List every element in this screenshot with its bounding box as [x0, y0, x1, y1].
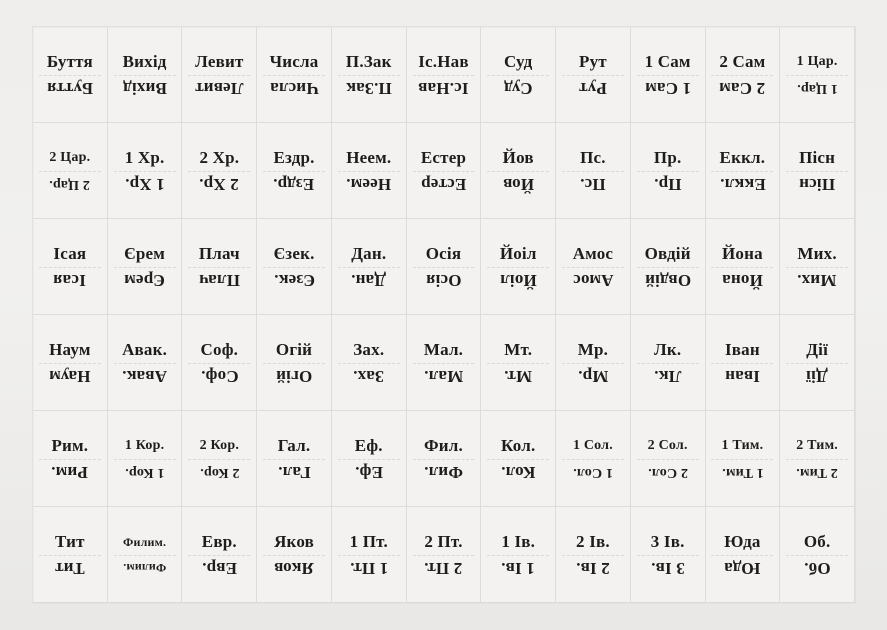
book-tab-label-inverted: Йона [721, 270, 763, 290]
book-tab-label-inverted: Левит [195, 78, 244, 98]
book-tab-label-inverted: 2 Цар. [49, 176, 91, 192]
book-tab [108, 219, 183, 315]
book-tab-label: Буття [46, 51, 93, 71]
book-tab-label: Авак. [122, 339, 168, 359]
book-tab-label-inverted: 2 Ів. [576, 558, 610, 578]
book-tab-label: Естер [420, 147, 467, 167]
book-tab-label-inverted: Фил. [424, 462, 463, 482]
book-tab [182, 315, 257, 411]
book-tab [108, 315, 183, 411]
book-tab-label: 3 Ів. [650, 531, 685, 551]
book-tab [108, 27, 183, 123]
book-tab-label-inverted: Естер [420, 174, 467, 194]
book-tab-label: Пісн [799, 147, 836, 167]
book-tab-label-inverted: Йов [502, 174, 534, 194]
book-tab-label: Осія [425, 243, 462, 263]
book-tab-label: Огій [275, 339, 313, 359]
book-tab [257, 27, 332, 123]
book-tab-label-inverted: Іс.Нав [418, 78, 469, 98]
book-tab [33, 27, 108, 123]
book-tab-label: 1 Сол. [572, 437, 613, 453]
book-tab-label-inverted: Йоіл [499, 270, 537, 290]
book-tab [556, 27, 631, 123]
book-tab [706, 123, 781, 219]
book-tab-label-inverted: 1 Пт. [349, 558, 388, 578]
book-tab-label-inverted: 2 Сол. [647, 464, 688, 480]
book-tab-label: Левит [195, 51, 244, 71]
book-tab-label-inverted: Кол. [501, 462, 536, 482]
book-tab [407, 411, 482, 507]
book-tab [481, 315, 556, 411]
book-tab-label-inverted: 1 Хр. [124, 174, 165, 194]
book-tab [780, 219, 855, 315]
book-tab-label-inverted: Гал. [277, 462, 311, 482]
book-tab-label: 2 Ів. [576, 531, 610, 551]
book-tab-label-inverted: 1 Кор. [124, 464, 165, 480]
book-tab-label-inverted: Суд [503, 78, 533, 98]
book-tab-label: 1 Кор. [124, 437, 165, 453]
book-tab-label: Соф. [200, 339, 239, 359]
book-tab-label: Еф. [354, 435, 383, 455]
book-tab-label-inverted: 2 Кор. [199, 464, 240, 480]
book-tab [556, 315, 631, 411]
book-tab-label: П.Зак [345, 51, 392, 71]
book-tab [556, 411, 631, 507]
book-tab-label: 1 Сам [644, 51, 691, 71]
book-tab-label-inverted: Лк. [654, 366, 682, 386]
book-tab-label: Йоіл [499, 243, 537, 263]
book-tab-label: 2 Хр. [199, 147, 240, 167]
book-tab-label-inverted: Мих. [797, 270, 837, 290]
book-tab [481, 411, 556, 507]
book-tab-label-inverted: Наум [49, 366, 91, 386]
book-tab-label: 2 Цар. [49, 149, 91, 165]
book-tab [481, 507, 556, 603]
book-tab [332, 315, 407, 411]
book-tab [631, 507, 706, 603]
book-tab [257, 411, 332, 507]
book-tab-label: Рим. [51, 435, 89, 455]
book-tab-label-inverted: 1 Цар. [796, 80, 838, 96]
book-tab [481, 27, 556, 123]
book-tab-label: Яков [274, 531, 314, 551]
book-tab [257, 507, 332, 603]
book-tab [631, 27, 706, 123]
book-tab-label-inverted: 1 Тим. [721, 464, 764, 480]
book-tab [481, 123, 556, 219]
book-tab [407, 123, 482, 219]
book-tab [108, 123, 183, 219]
book-tab-label-inverted: П.Зак [345, 78, 392, 98]
book-tab [182, 123, 257, 219]
book-tab-label-inverted: 2 Хр. [199, 174, 240, 194]
book-tab-label-inverted: Дан. [351, 270, 387, 290]
book-tab-label-inverted: Пр. [653, 174, 682, 194]
book-tab-label-inverted: Авак. [122, 366, 168, 386]
book-tab-label-inverted: Пс. [580, 174, 606, 194]
book-tab-label-inverted: Об. [803, 558, 831, 578]
book-tab-label-inverted: Овдій [644, 270, 691, 290]
book-tab [33, 315, 108, 411]
book-tab-label: Іс.Нав [418, 51, 469, 71]
book-tab [780, 411, 855, 507]
book-tab-label-inverted: Осія [425, 270, 462, 290]
book-tab-label: Рут [579, 51, 607, 71]
book-tab [33, 411, 108, 507]
book-tab-label-inverted: Мр. [577, 366, 609, 386]
book-tab-label-inverted: Буття [46, 78, 93, 98]
book-tab-label-inverted: 2 Сам [719, 78, 766, 98]
book-tab-label: Наум [49, 339, 91, 359]
book-tab-label-inverted: 3 Ів. [650, 558, 685, 578]
book-tab-label-inverted: Єзек. [273, 270, 315, 290]
book-tab-label: 1 Тим. [721, 437, 764, 453]
book-tab-label-inverted: Мал. [423, 366, 464, 386]
book-tab [556, 219, 631, 315]
book-tab-label-inverted: Евр. [201, 558, 237, 578]
book-tab [631, 411, 706, 507]
book-tab [780, 123, 855, 219]
book-tab [257, 315, 332, 411]
book-tab-label: Евр. [201, 531, 237, 551]
book-tab-label: Лк. [654, 339, 682, 359]
book-tab [706, 315, 781, 411]
book-tab-label-inverted: Огій [275, 366, 313, 386]
book-tab [332, 27, 407, 123]
book-tab [556, 123, 631, 219]
book-tab [407, 219, 482, 315]
book-tab-label: Дан. [351, 243, 387, 263]
book-tab-label: Еккл. [719, 147, 766, 167]
book-tab-label: 1 Пт. [349, 531, 388, 551]
book-tab-label: Филим. [122, 534, 167, 549]
book-tab [481, 219, 556, 315]
book-tab [780, 27, 855, 123]
book-tab [257, 219, 332, 315]
book-tab-label-inverted: Филим. [122, 560, 167, 575]
book-tab-label-inverted: Еккл. [719, 174, 766, 194]
book-tab [257, 123, 332, 219]
book-tab [407, 507, 482, 603]
book-tab-label-inverted: Плач [198, 270, 240, 290]
book-tab [33, 507, 108, 603]
book-tab-label-inverted: Числа [269, 78, 319, 98]
book-tab-label-inverted: Ездр. [273, 174, 315, 194]
book-tab-label: Об. [803, 531, 831, 551]
book-tab-label: Дії [806, 339, 828, 359]
book-tab [556, 507, 631, 603]
book-tab-label: Числа [269, 51, 319, 71]
book-tab-label: Іван [724, 339, 760, 359]
book-tab-label-inverted: Дії [806, 366, 828, 386]
book-tab-label-inverted: Пісн [799, 174, 836, 194]
book-tab-label: 2 Сол. [647, 437, 688, 453]
book-tab [780, 315, 855, 411]
book-tab-label-inverted: 2 Пт. [424, 558, 463, 578]
book-tab [706, 27, 781, 123]
book-tab [631, 219, 706, 315]
book-tab-label: 2 Пт. [424, 531, 463, 551]
book-tab [631, 123, 706, 219]
book-tab-label-inverted: Яков [274, 558, 314, 578]
book-tab-label-inverted: Мт. [504, 366, 533, 386]
book-tab [33, 123, 108, 219]
book-tab-label: Овдій [644, 243, 691, 263]
book-tab-label-inverted: 1 Ів. [501, 558, 536, 578]
book-tab-label: 2 Кор. [199, 437, 240, 453]
book-tab-label-inverted: Еф. [354, 462, 383, 482]
book-tab [706, 219, 781, 315]
book-tab-label: Ісая [53, 243, 87, 263]
book-tab-label: Йона [721, 243, 763, 263]
book-tab-label-inverted: 1 Сам [644, 78, 691, 98]
book-tab [407, 315, 482, 411]
book-tab [332, 411, 407, 507]
book-tab-label: Фил. [424, 435, 463, 455]
book-tab-label: Плач [198, 243, 240, 263]
book-tab-label: Гал. [277, 435, 311, 455]
book-tab-label: 1 Ів. [501, 531, 536, 551]
book-tab [332, 219, 407, 315]
book-tab [332, 123, 407, 219]
book-tab-label: Йов [502, 147, 534, 167]
book-tab-label-inverted: Рим. [51, 462, 89, 482]
book-tab-label-inverted: Юда [724, 558, 761, 578]
book-tab [631, 315, 706, 411]
book-tab-label: Мал. [423, 339, 464, 359]
book-tab-label: Єзек. [273, 243, 315, 263]
book-tab-label: Зах. [353, 339, 385, 359]
book-tab-label-inverted: 2 Тим. [796, 464, 839, 480]
book-tab-label-inverted: Іван [724, 366, 760, 386]
book-tab-label: Амос [572, 243, 614, 263]
book-tab [407, 27, 482, 123]
book-tab-label: Мт. [504, 339, 533, 359]
book-tab-label-inverted: Амос [572, 270, 614, 290]
book-tab-label-inverted: Ісая [53, 270, 87, 290]
book-tab-label: Мих. [797, 243, 837, 263]
book-tab-label: 1 Хр. [124, 147, 165, 167]
book-tab-label: Ездр. [273, 147, 315, 167]
book-tab [706, 507, 781, 603]
book-tab-label: Юда [724, 531, 761, 551]
bible-tab-sheet [32, 26, 856, 604]
book-tab [706, 411, 781, 507]
book-tab-label-inverted: 1 Сол. [572, 464, 613, 480]
book-tab-label: 1 Цар. [796, 53, 838, 69]
book-tab-label-inverted: Зах. [353, 366, 385, 386]
book-tab-label-inverted: Рут [579, 78, 607, 98]
book-tab-label: Тит [55, 531, 85, 551]
book-tab-label: Пр. [653, 147, 682, 167]
book-tab-label-inverted: Вихід [122, 78, 167, 98]
book-tab-label: Неем. [346, 147, 392, 167]
book-tab-label-inverted: Тит [55, 558, 85, 578]
book-tab [182, 507, 257, 603]
book-tab-label: Суд [503, 51, 533, 71]
book-tab-label: Пс. [580, 147, 606, 167]
book-tab [33, 219, 108, 315]
book-tab [780, 507, 855, 603]
book-tab-label: 2 Сам [719, 51, 766, 71]
book-tab [108, 411, 183, 507]
book-tab [182, 411, 257, 507]
book-tab-label: 2 Тим. [796, 437, 839, 453]
book-tab [108, 507, 183, 603]
book-tab [182, 27, 257, 123]
book-tab [332, 507, 407, 603]
book-tab-label: Кол. [501, 435, 536, 455]
book-tab-label: Єрем [124, 243, 166, 263]
book-tab [182, 219, 257, 315]
book-tab-label-inverted: Соф. [200, 366, 239, 386]
book-tab-label: Вихід [122, 51, 167, 71]
book-tab-label: Мр. [577, 339, 609, 359]
book-tab-label-inverted: Неем. [346, 174, 392, 194]
book-tab-label-inverted: Єрем [124, 270, 166, 290]
